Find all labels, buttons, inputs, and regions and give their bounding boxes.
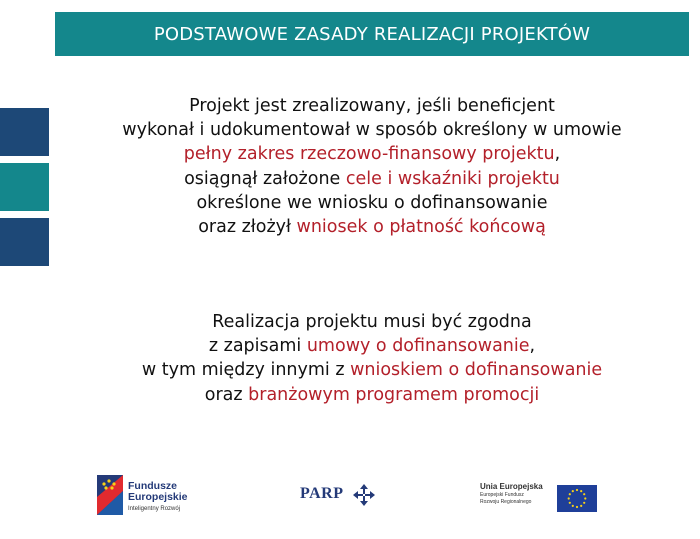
parp-arrows-icon [352,483,376,507]
text-line: Realizacja projektu musi być zgodna [212,312,532,332]
eu-flag-icon [557,485,597,512]
fundusze-emblem-icon [95,473,125,517]
side-accent-block-middle [0,163,49,211]
fundusze-label: Fundusze [128,480,177,492]
highlight-text: branżowym programem promocji [248,384,540,405]
parp-logo [300,482,380,512]
highlight-text: pełny zakres rzeczowo-finansowy projektu [183,144,555,165]
text-line: określone we wniosku o dofinansowanie [196,192,548,213]
logo-footer [0,470,700,530]
project-completion-paragraph [55,94,689,239]
unia-europejska-label: Unia Europejska [480,482,543,491]
text-line: wykonał i udokumentował w sposób określony w umowie [122,120,622,141]
text-line: Projekt jest zrealizowany, jeśli beneficjent [189,96,555,116]
efrr-label-line1: Europejski Fundusz [480,492,524,498]
text-line: w tym między innymi z wnioskiem o dofinansowanie [141,360,603,381]
highlight-text: wniosek o płatność końcową [296,217,546,238]
unia-europejska-logo [480,476,600,520]
europejskie-label: Europejskie [128,491,188,503]
slide-title-bar [55,12,689,56]
text-line: z zapisami umowy o dofinansowanie, [208,336,536,357]
text-line: osiągnął założone cele i wskaźniki projektu [184,168,560,189]
text-line: oraz branżowym programem promocji [204,384,540,405]
text-line: pełny zakres rzeczowo-finansowy projektu, [183,144,561,165]
parp-label: PARP [300,485,344,502]
side-accent-block-top [0,108,49,156]
fundusze-europejskie-logo [95,473,205,523]
side-accent-block-bottom [0,218,49,266]
project-compliance-paragraph [55,310,689,407]
slide-title: PODSTAWOWE ZASADY REALIZACJI PROJEKTÓW [153,23,591,45]
highlight-text: cele i wskaźniki projektu [345,168,560,189]
text-line: oraz złożył wniosek o płatność końcową [198,217,546,238]
highlight-text: umowy o dofinansowanie [306,336,530,357]
highlight-text: wnioskiem o dofinansowanie [350,360,603,381]
inteligentny-rozwoj-label: Inteligentny Rozwój [128,506,181,512]
efrr-label-line2: Rozwoju Regionalnego [480,498,532,505]
